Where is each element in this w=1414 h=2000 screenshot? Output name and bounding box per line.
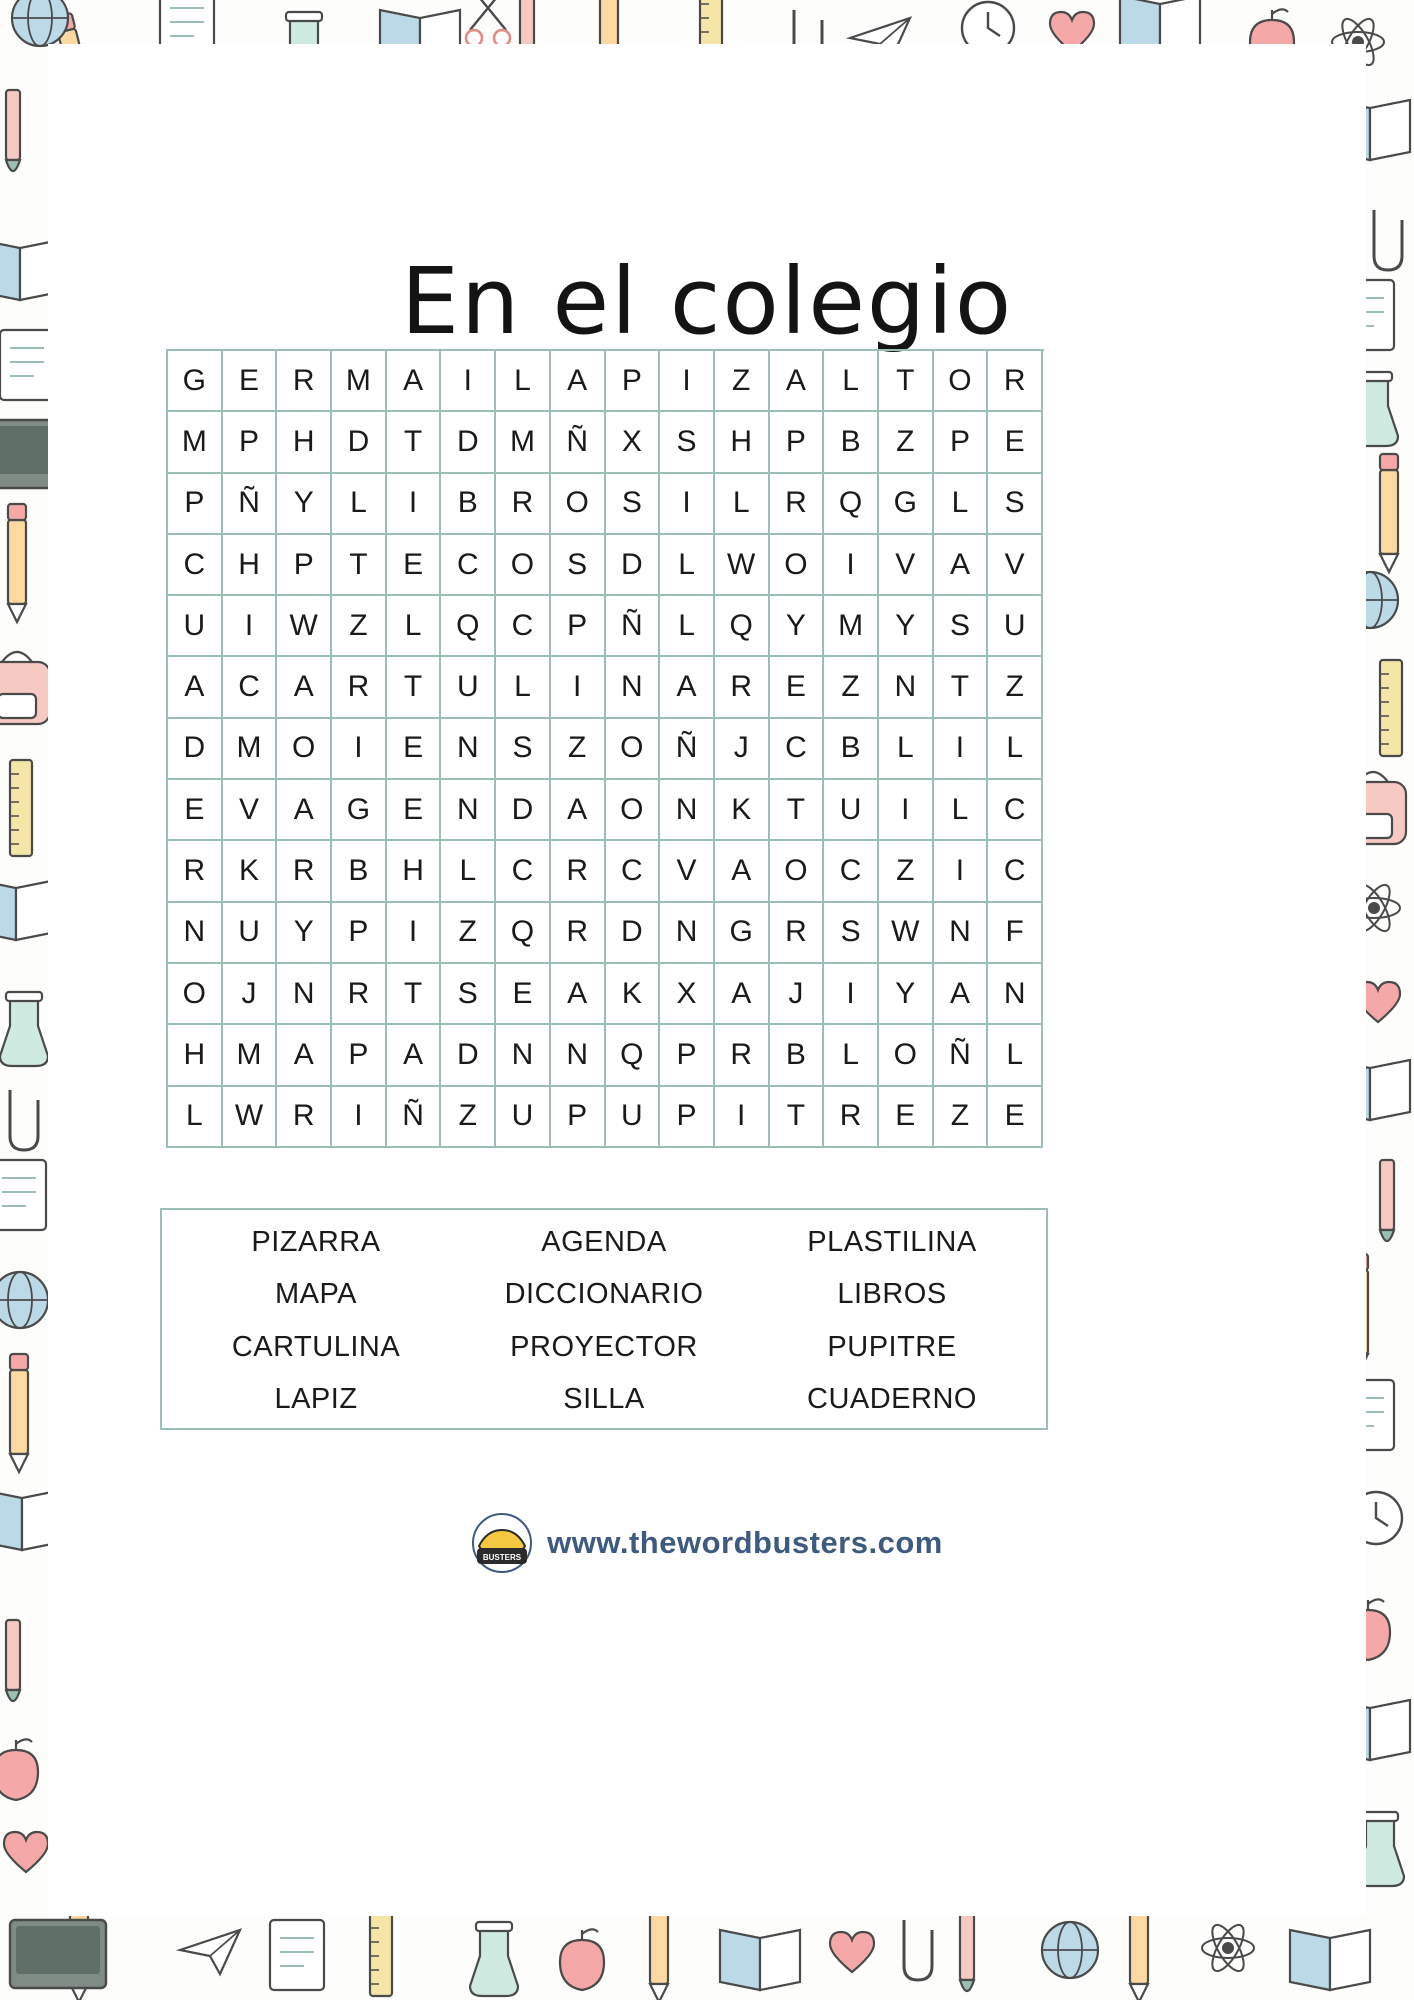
grid-cell[interactable]: I [387, 903, 442, 964]
grid-row [168, 1025, 1044, 1086]
word-list-item[interactable]: PLASTILINA [807, 1226, 977, 1258]
grid-cell[interactable]: Z [332, 596, 387, 657]
grid-cell[interactable]: S [934, 596, 989, 657]
grid-cell[interactable]: Q [496, 903, 551, 964]
worksheet-page [48, 44, 1366, 1916]
grid-row [168, 474, 1044, 535]
grid-cell[interactable]: H [277, 412, 332, 473]
grid-cell[interactable]: L [660, 535, 715, 596]
grid-row [168, 535, 1044, 596]
grid-cell[interactable]: I [387, 474, 442, 535]
grid-cell[interactable]: A [168, 657, 223, 718]
grid-cell[interactable]: N [551, 1025, 606, 1086]
grid-cell[interactable]: A [277, 780, 332, 841]
grid-cell[interactable]: O [277, 719, 332, 780]
grid-cell[interactable]: A [551, 780, 606, 841]
grid-cell[interactable]: G [879, 474, 934, 535]
grid-cell[interactable]: W [715, 535, 770, 596]
grid-cell[interactable]: Q [441, 596, 496, 657]
grid-cell[interactable]: N [934, 903, 989, 964]
word-list-item[interactable]: DICCIONARIO [504, 1278, 704, 1311]
grid-cell[interactable]: T [387, 412, 442, 473]
grid-cell[interactable]: R [988, 351, 1043, 412]
word-list-item[interactable]: LIBROS [837, 1278, 947, 1311]
grid-cell[interactable]: B [824, 412, 879, 473]
grid-cell[interactable]: D [441, 412, 496, 473]
grid-cell[interactable]: E [387, 780, 442, 841]
grid-cell[interactable]: G [168, 351, 223, 412]
grid-cell[interactable]: I [332, 719, 387, 780]
grid-cell[interactable]: E [387, 535, 442, 596]
grid-cell[interactable]: L [824, 351, 879, 412]
grid-cell[interactable]: C [824, 841, 879, 902]
grid-cell[interactable]: R [277, 841, 332, 902]
grid-cell[interactable]: Y [770, 596, 825, 657]
grid-cell[interactable]: B [770, 1025, 825, 1086]
grid-cell[interactable]: C [496, 841, 551, 902]
grid-cell[interactable]: A [715, 964, 770, 1025]
grid-cell[interactable]: A [387, 1025, 442, 1086]
grid-cell[interactable]: N [168, 903, 223, 964]
grid-cell[interactable]: H [168, 1025, 223, 1086]
page-title: En el colegio [400, 247, 1014, 355]
grid-cell[interactable]: Z [879, 412, 934, 473]
grid-row [168, 657, 1044, 718]
grid-cell[interactable]: U [496, 1087, 551, 1148]
grid-cell[interactable]: T [387, 657, 442, 718]
grid-cell[interactable]: M [223, 1025, 278, 1086]
grid-cell[interactable]: B [332, 841, 387, 902]
grid-cell[interactable]: I [824, 964, 879, 1025]
grid-cell[interactable]: L [660, 596, 715, 657]
grid-cell[interactable]: L [988, 1025, 1043, 1086]
grid-cell[interactable]: U [441, 657, 496, 718]
grid-cell[interactable]: W [277, 596, 332, 657]
grid-cell[interactable]: Ñ [606, 596, 661, 657]
grid-cell[interactable]: P [168, 474, 223, 535]
grid-cell[interactable]: Z [441, 903, 496, 964]
grid-cell[interactable]: Z [934, 1087, 989, 1148]
grid-cell[interactable]: U [988, 596, 1043, 657]
grid-cell[interactable]: S [441, 964, 496, 1025]
grid-cell[interactable]: P [223, 412, 278, 473]
grid-cell[interactable]: U [606, 1087, 661, 1148]
grid-cell[interactable]: H [387, 841, 442, 902]
grid-cell[interactable]: D [606, 535, 661, 596]
grid-cell[interactable]: R [824, 1087, 879, 1148]
grid-cell[interactable]: R [332, 657, 387, 718]
grid-cell[interactable]: I [223, 596, 278, 657]
grid-cell[interactable]: N [277, 964, 332, 1025]
grid-cell[interactable]: V [223, 780, 278, 841]
grid-cell[interactable]: D [441, 1025, 496, 1086]
grid-cell[interactable]: A [551, 351, 606, 412]
grid-cell[interactable]: T [387, 964, 442, 1025]
word-list-box [160, 1208, 1048, 1430]
grid-cell[interactable]: L [824, 1025, 879, 1086]
grid-cell[interactable]: V [660, 841, 715, 902]
grid-row [168, 903, 1044, 964]
grid-cell[interactable]: Ñ [387, 1087, 442, 1148]
grid-cell[interactable]: I [934, 719, 989, 780]
grid-cell[interactable]: P [277, 535, 332, 596]
grid-cell[interactable]: Ñ [223, 474, 278, 535]
grid-cell[interactable]: E [168, 780, 223, 841]
grid-cell[interactable]: S [660, 412, 715, 473]
grid-cell[interactable]: H [223, 535, 278, 596]
grid-cell[interactable]: R [551, 841, 606, 902]
grid-cell[interactable]: A [934, 535, 989, 596]
footer [48, 1512, 1366, 1574]
grid-cell[interactable]: N [660, 903, 715, 964]
grid-cell[interactable]: I [715, 1087, 770, 1148]
grid-cell[interactable]: M [496, 412, 551, 473]
grid-cell[interactable]: M [223, 719, 278, 780]
grid-row [168, 412, 1044, 473]
grid-cell[interactable]: C [441, 535, 496, 596]
grid-cell[interactable]: L [387, 596, 442, 657]
grid-cell[interactable]: P [660, 1087, 715, 1148]
grid-cell[interactable]: S [988, 474, 1043, 535]
grid-cell[interactable]: T [934, 657, 989, 718]
grid-cell[interactable]: N [988, 964, 1043, 1025]
grid-cell[interactable]: Y [879, 964, 934, 1025]
grid-cell[interactable]: Z [715, 351, 770, 412]
grid-cell[interactable]: J [223, 964, 278, 1025]
grid-cell[interactable]: J [715, 719, 770, 780]
grid-cell[interactable]: G [715, 903, 770, 964]
grid-cell[interactable]: I [934, 841, 989, 902]
grid-cell[interactable]: D [606, 903, 661, 964]
grid-cell[interactable]: Ñ [660, 719, 715, 780]
grid-cell[interactable]: Y [879, 596, 934, 657]
grid-cell[interactable]: D [332, 412, 387, 473]
grid-cell[interactable]: P [770, 412, 825, 473]
grid-cell[interactable]: O [496, 535, 551, 596]
grid-cell[interactable]: E [988, 412, 1043, 473]
grid-cell[interactable]: L [168, 1087, 223, 1148]
grid-cell[interactable]: S [496, 719, 551, 780]
grid-cell[interactable]: T [770, 1087, 825, 1148]
grid-cell[interactable]: P [551, 596, 606, 657]
grid-cell[interactable]: S [824, 903, 879, 964]
grid-cell[interactable]: X [606, 412, 661, 473]
word-list-column [748, 1228, 1036, 1414]
grid-cell[interactable]: A [660, 657, 715, 718]
grid-cell[interactable]: A [551, 964, 606, 1025]
grid-cell[interactable]: Ñ [551, 412, 606, 473]
grid-cell[interactable]: Y [277, 474, 332, 535]
grid-row [168, 780, 1044, 841]
grid-cell[interactable]: L [715, 474, 770, 535]
grid-cell[interactable]: N [441, 780, 496, 841]
grid-cell[interactable]: Q [715, 596, 770, 657]
grid-cell[interactable]: L [988, 719, 1043, 780]
grid-cell[interactable]: Z [824, 657, 879, 718]
grid-cell[interactable]: R [770, 903, 825, 964]
grid-cell[interactable]: L [496, 351, 551, 412]
grid-cell[interactable]: P [934, 412, 989, 473]
grid-cell[interactable]: V [988, 535, 1043, 596]
word-list-item[interactable]: PIZARRA [251, 1226, 381, 1258]
grid-cell[interactable]: E [496, 964, 551, 1025]
grid-cell[interactable]: L [934, 780, 989, 841]
grid-cell[interactable]: M [332, 351, 387, 412]
grid-cell[interactable]: I [824, 535, 879, 596]
grid-cell[interactable]: T [770, 780, 825, 841]
grid-cell[interactable]: R [496, 474, 551, 535]
grid-cell[interactable]: W [879, 903, 934, 964]
grid-cell[interactable]: N [496, 1025, 551, 1086]
grid-row [168, 841, 1044, 902]
grid-cell[interactable]: R [715, 657, 770, 718]
grid-row [168, 719, 1044, 780]
grid-cell[interactable]: E [770, 657, 825, 718]
grid-cell[interactable]: I [660, 351, 715, 412]
grid-cell[interactable]: L [879, 719, 934, 780]
grid-cell[interactable]: L [441, 841, 496, 902]
grid-cell[interactable]: A [277, 1025, 332, 1086]
grid-cell[interactable]: R [715, 1025, 770, 1086]
grid-cell[interactable]: U [168, 596, 223, 657]
grid-cell[interactable]: C [223, 657, 278, 718]
grid-cell[interactable]: W [223, 1087, 278, 1148]
grid-cell[interactable]: D [168, 719, 223, 780]
grid-cell[interactable]: P [332, 903, 387, 964]
grid-cell[interactable]: Ñ [934, 1025, 989, 1086]
grid-cell[interactable]: A [715, 841, 770, 902]
word-list-item[interactable]: SILLA [563, 1382, 645, 1415]
grid-cell[interactable]: P [551, 1087, 606, 1148]
grid-cell[interactable]: A [770, 351, 825, 412]
grid-cell[interactable]: K [606, 964, 661, 1025]
grid-cell[interactable]: N [660, 780, 715, 841]
grid-cell[interactable]: F [988, 903, 1043, 964]
grid-cell[interactable]: O [551, 474, 606, 535]
grid-cell[interactable]: S [551, 535, 606, 596]
grid-cell[interactable]: C [988, 780, 1043, 841]
grid-cell[interactable]: P [606, 351, 661, 412]
wordbusters-logo-icon [471, 1512, 533, 1574]
grid-cell[interactable]: V [879, 535, 934, 596]
grid-row [168, 351, 1044, 412]
grid-cell[interactable]: O [606, 780, 661, 841]
grid-cell[interactable]: C [988, 841, 1043, 902]
grid-cell[interactable]: I [441, 351, 496, 412]
word-search-grid[interactable] [166, 349, 1044, 1148]
grid-cell[interactable]: U [824, 780, 879, 841]
grid-cell[interactable]: U [223, 903, 278, 964]
grid-cell[interactable]: Z [441, 1087, 496, 1148]
grid-cell[interactable]: A [277, 657, 332, 718]
grid-cell[interactable]: O [879, 1025, 934, 1086]
grid-cell[interactable]: T [879, 351, 934, 412]
grid-cell[interactable]: O [168, 964, 223, 1025]
grid-cell[interactable]: L [934, 474, 989, 535]
grid-cell[interactable]: C [168, 535, 223, 596]
grid-cell[interactable]: L [496, 657, 551, 718]
grid-cell[interactable]: X [660, 964, 715, 1025]
word-list-item[interactable]: LAPIZ [274, 1382, 358, 1415]
grid-cell[interactable]: P [660, 1025, 715, 1086]
grid-cell[interactable]: Z [879, 841, 934, 902]
word-list-item[interactable]: CARTULINA [231, 1330, 401, 1363]
grid-cell[interactable]: Y [277, 903, 332, 964]
grid-cell[interactable]: N [441, 719, 496, 780]
grid-cell[interactable]: K [223, 841, 278, 902]
grid-cell[interactable]: T [332, 535, 387, 596]
grid-cell[interactable]: O [770, 535, 825, 596]
grid-cell[interactable]: R [332, 964, 387, 1025]
grid-cell[interactable]: C [496, 596, 551, 657]
grid-cell[interactable]: R [770, 474, 825, 535]
grid-cell[interactable]: O [770, 841, 825, 902]
grid-cell[interactable]: O [606, 719, 661, 780]
grid-cell[interactable]: E [988, 1087, 1043, 1148]
grid-cell[interactable]: I [551, 657, 606, 718]
grid-cell[interactable]: R [277, 351, 332, 412]
grid-cell[interactable]: C [606, 841, 661, 902]
grid-cell[interactable]: L [332, 474, 387, 535]
word-list-item[interactable]: AGENDA [541, 1226, 667, 1258]
word-list-item[interactable]: MAPA [274, 1278, 358, 1311]
grid-cell[interactable]: Q [824, 474, 879, 535]
svg-text:BUSTERS: BUSTERS [483, 1553, 522, 1562]
grid-cell[interactable]: E [387, 719, 442, 780]
footer-url[interactable]: www.thewordbusters.com [547, 1525, 943, 1560]
grid-cell[interactable]: S [606, 474, 661, 535]
grid-cell[interactable]: I [879, 780, 934, 841]
word-list-item[interactable]: CUADERNO [807, 1382, 977, 1415]
grid-row [168, 596, 1044, 657]
grid-cell[interactable]: H [715, 412, 770, 473]
grid-cell[interactable]: J [770, 964, 825, 1025]
grid-cell[interactable]: C [770, 719, 825, 780]
word-list-column [172, 1228, 460, 1414]
word-list-column [460, 1228, 748, 1414]
grid-cell[interactable]: N [879, 657, 934, 718]
grid-row [168, 1087, 1044, 1148]
grid-cell[interactable]: K [715, 780, 770, 841]
word-list-item[interactable]: PROYECTOR [510, 1330, 698, 1363]
grid-cell[interactable]: M [168, 412, 223, 473]
grid-cell[interactable]: Z [988, 657, 1043, 718]
word-list-item[interactable]: PUPITRE [827, 1330, 957, 1363]
grid-cell[interactable]: A [934, 964, 989, 1025]
grid-cell[interactable]: R [168, 841, 223, 902]
grid-cell[interactable]: I [660, 474, 715, 535]
grid-cell[interactable]: A [387, 351, 442, 412]
grid-cell[interactable]: N [606, 657, 661, 718]
grid-cell[interactable]: E [223, 351, 278, 412]
grid-cell[interactable]: Z [551, 719, 606, 780]
grid-cell[interactable]: B [824, 719, 879, 780]
grid-cell[interactable]: R [277, 1087, 332, 1148]
grid-cell[interactable]: O [934, 351, 989, 412]
grid-cell[interactable]: D [496, 780, 551, 841]
grid-cell[interactable]: Q [606, 1025, 661, 1086]
grid-cell[interactable]: P [332, 1025, 387, 1086]
grid-row [168, 964, 1044, 1025]
grid-cell[interactable]: M [824, 596, 879, 657]
grid-cell[interactable]: E [879, 1087, 934, 1148]
grid-cell[interactable]: R [551, 903, 606, 964]
grid-cell[interactable]: I [332, 1087, 387, 1148]
grid-cell[interactable]: B [441, 474, 496, 535]
grid-cell[interactable]: G [332, 780, 387, 841]
